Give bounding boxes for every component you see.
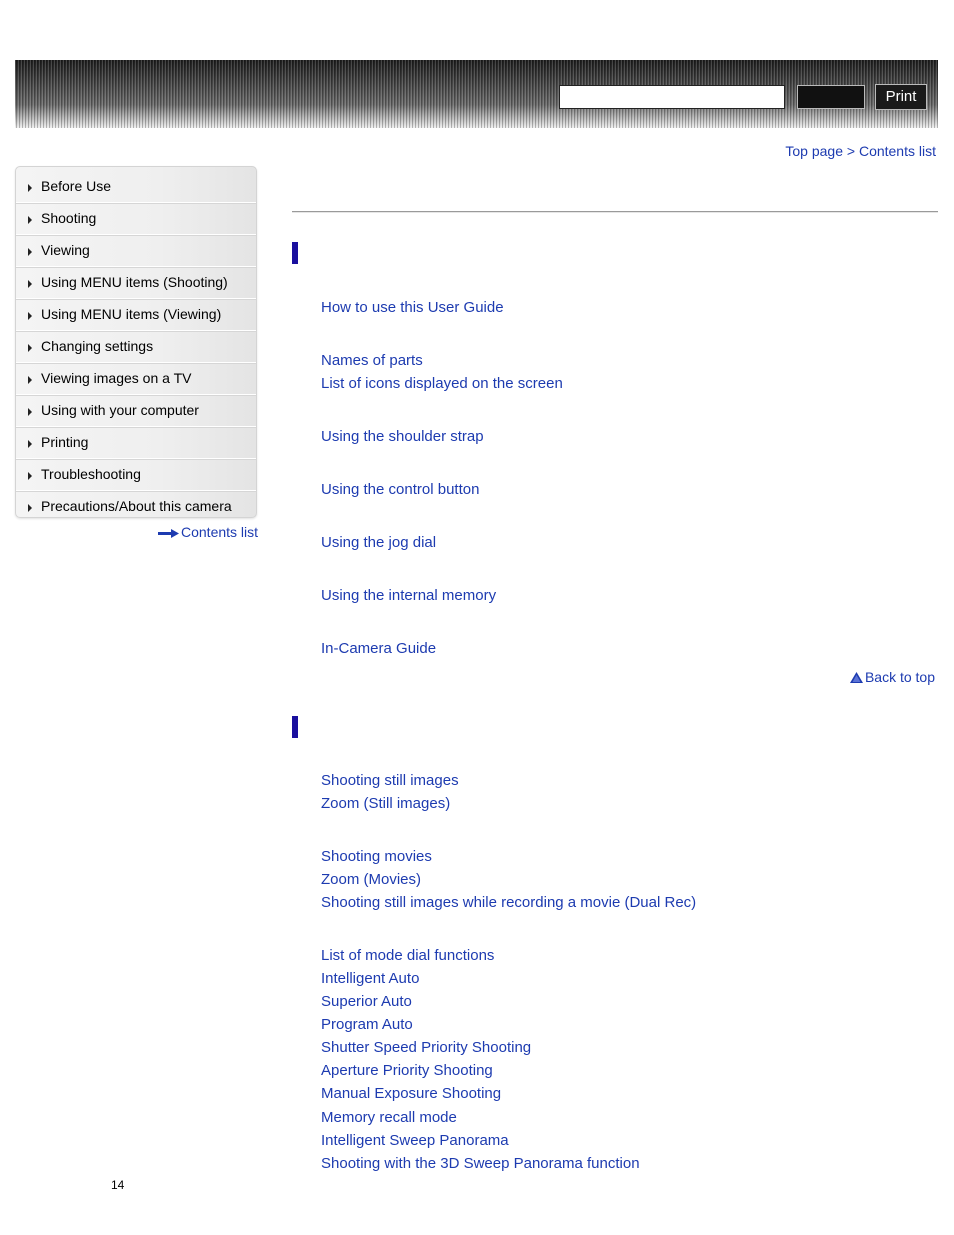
- print-button[interactable]: Print: [875, 84, 927, 110]
- link-internal-memory[interactable]: Using the internal memory: [321, 587, 497, 604]
- sidebar-item-troubleshooting[interactable]: [16, 459, 256, 491]
- search-input[interactable]: [559, 85, 785, 109]
- sidebar-item-menu-viewing[interactable]: [16, 299, 256, 331]
- link-mode-dial-functions[interactable]: List of mode dial functions: [321, 947, 495, 964]
- triangle-right-icon: [28, 408, 32, 416]
- search-button[interactable]: [797, 85, 865, 109]
- link-shooting-movies[interactable]: Shooting movies: [321, 848, 432, 865]
- sidebar-item-shooting[interactable]: [16, 203, 256, 235]
- link-in-camera-guide[interactable]: In-Camera Guide: [321, 640, 437, 657]
- back-to-top-link[interactable]: [850, 669, 935, 685]
- triangle-right-icon: [28, 376, 32, 384]
- triangle-right-icon: [28, 312, 32, 320]
- back-to-top-label: Back to top: [864, 669, 935, 685]
- breadcrumb: [785, 143, 936, 159]
- triangle-up-icon: [850, 672, 863, 683]
- sidebar-item-viewing[interactable]: [16, 235, 256, 267]
- link-zoom-still-images[interactable]: Zoom (Still images): [321, 795, 451, 812]
- sidebar-item-printing[interactable]: [16, 427, 256, 459]
- link-manual-exposure[interactable]: Manual Exposure Shooting: [321, 1085, 502, 1102]
- link-shoulder-strap[interactable]: Using the shoulder strap: [321, 428, 484, 445]
- sidebar-item-using-with-computer[interactable]: [16, 395, 256, 427]
- link-program-auto[interactable]: Program Auto: [321, 1016, 413, 1033]
- link-3d-sweep-panorama[interactable]: Shooting with the 3D Sweep Panorama function: [321, 1155, 640, 1172]
- triangle-right-icon: [28, 344, 32, 352]
- breadcrumb-top-page[interactable]: Top page: [785, 143, 843, 159]
- triangle-right-icon: [28, 472, 32, 480]
- link-intelligent-auto[interactable]: Intelligent Auto: [321, 970, 420, 987]
- page-number: 14: [111, 1178, 125, 1192]
- link-how-to-use-guide[interactable]: How to use this User Guide: [321, 299, 504, 316]
- sidebar-item-menu-shooting[interactable]: [16, 267, 256, 299]
- link-shooting-still-images[interactable]: Shooting still images: [321, 772, 459, 789]
- link-memory-recall[interactable]: Memory recall mode: [321, 1109, 457, 1126]
- link-control-button[interactable]: Using the control button: [321, 481, 480, 498]
- sidebar-item-before-use[interactable]: [16, 171, 256, 203]
- sidebar-item-label: Before Use: [41, 178, 112, 194]
- sidebar-nav: [15, 166, 257, 518]
- title-divider: [292, 211, 938, 213]
- triangle-right-icon: [28, 280, 32, 288]
- sidebar-item-label: Using MENU items (Shooting): [41, 274, 228, 290]
- link-intelligent-sweep-panorama[interactable]: Intelligent Sweep Panorama: [321, 1132, 509, 1149]
- sidebar-item-label: Changing settings: [41, 338, 154, 354]
- link-superior-auto[interactable]: Superior Auto: [321, 993, 412, 1010]
- section-marker-shooting: [292, 716, 298, 738]
- triangle-right-icon: [28, 248, 32, 256]
- link-aperture-priority[interactable]: Aperture Priority Shooting: [321, 1062, 493, 1079]
- sidebar-item-precautions[interactable]: [16, 491, 256, 523]
- sidebar-item-label: Printing: [41, 434, 89, 450]
- link-list-of-icons[interactable]: List of icons displayed on the screen: [321, 375, 563, 392]
- triangle-right-icon: [28, 504, 32, 512]
- link-zoom-movies[interactable]: Zoom (Movies): [321, 871, 422, 888]
- sidebar-item-label: Troubleshooting: [41, 466, 141, 482]
- arrow-right-icon: [158, 529, 179, 538]
- sidebar-item-label: Using MENU items (Viewing): [41, 306, 222, 322]
- section-marker-before-use: [292, 242, 298, 264]
- triangle-right-icon: [28, 440, 32, 448]
- sidebar-item-label: Using with your computer: [41, 402, 199, 418]
- sidebar-item-viewing-on-tv[interactable]: [16, 363, 256, 395]
- sidebar-item-label: Precautions/About this camera: [41, 498, 232, 514]
- triangle-right-icon: [28, 184, 32, 192]
- breadcrumb-contents-list[interactable]: Contents list: [858, 143, 936, 159]
- sidebar-item-label: Viewing: [41, 242, 90, 258]
- sidebar-item-changing-settings[interactable]: [16, 331, 256, 363]
- breadcrumb-separator: >: [846, 143, 856, 159]
- sidebar-item-label: Shooting: [41, 210, 97, 226]
- link-names-of-parts[interactable]: Names of parts: [321, 352, 423, 369]
- link-dual-rec[interactable]: Shooting still images while recording a movie (Dual Rec): [321, 894, 697, 911]
- triangle-right-icon: [28, 216, 32, 224]
- link-shutter-speed-priority[interactable]: Shutter Speed Priority Shooting: [321, 1039, 532, 1056]
- sidebar-contents-list-link[interactable]: [158, 524, 258, 540]
- sidebar-item-label: Viewing images on a TV: [41, 370, 192, 386]
- contents-list-label: Contents list: [181, 524, 259, 540]
- link-jog-dial[interactable]: Using the jog dial: [321, 534, 437, 551]
